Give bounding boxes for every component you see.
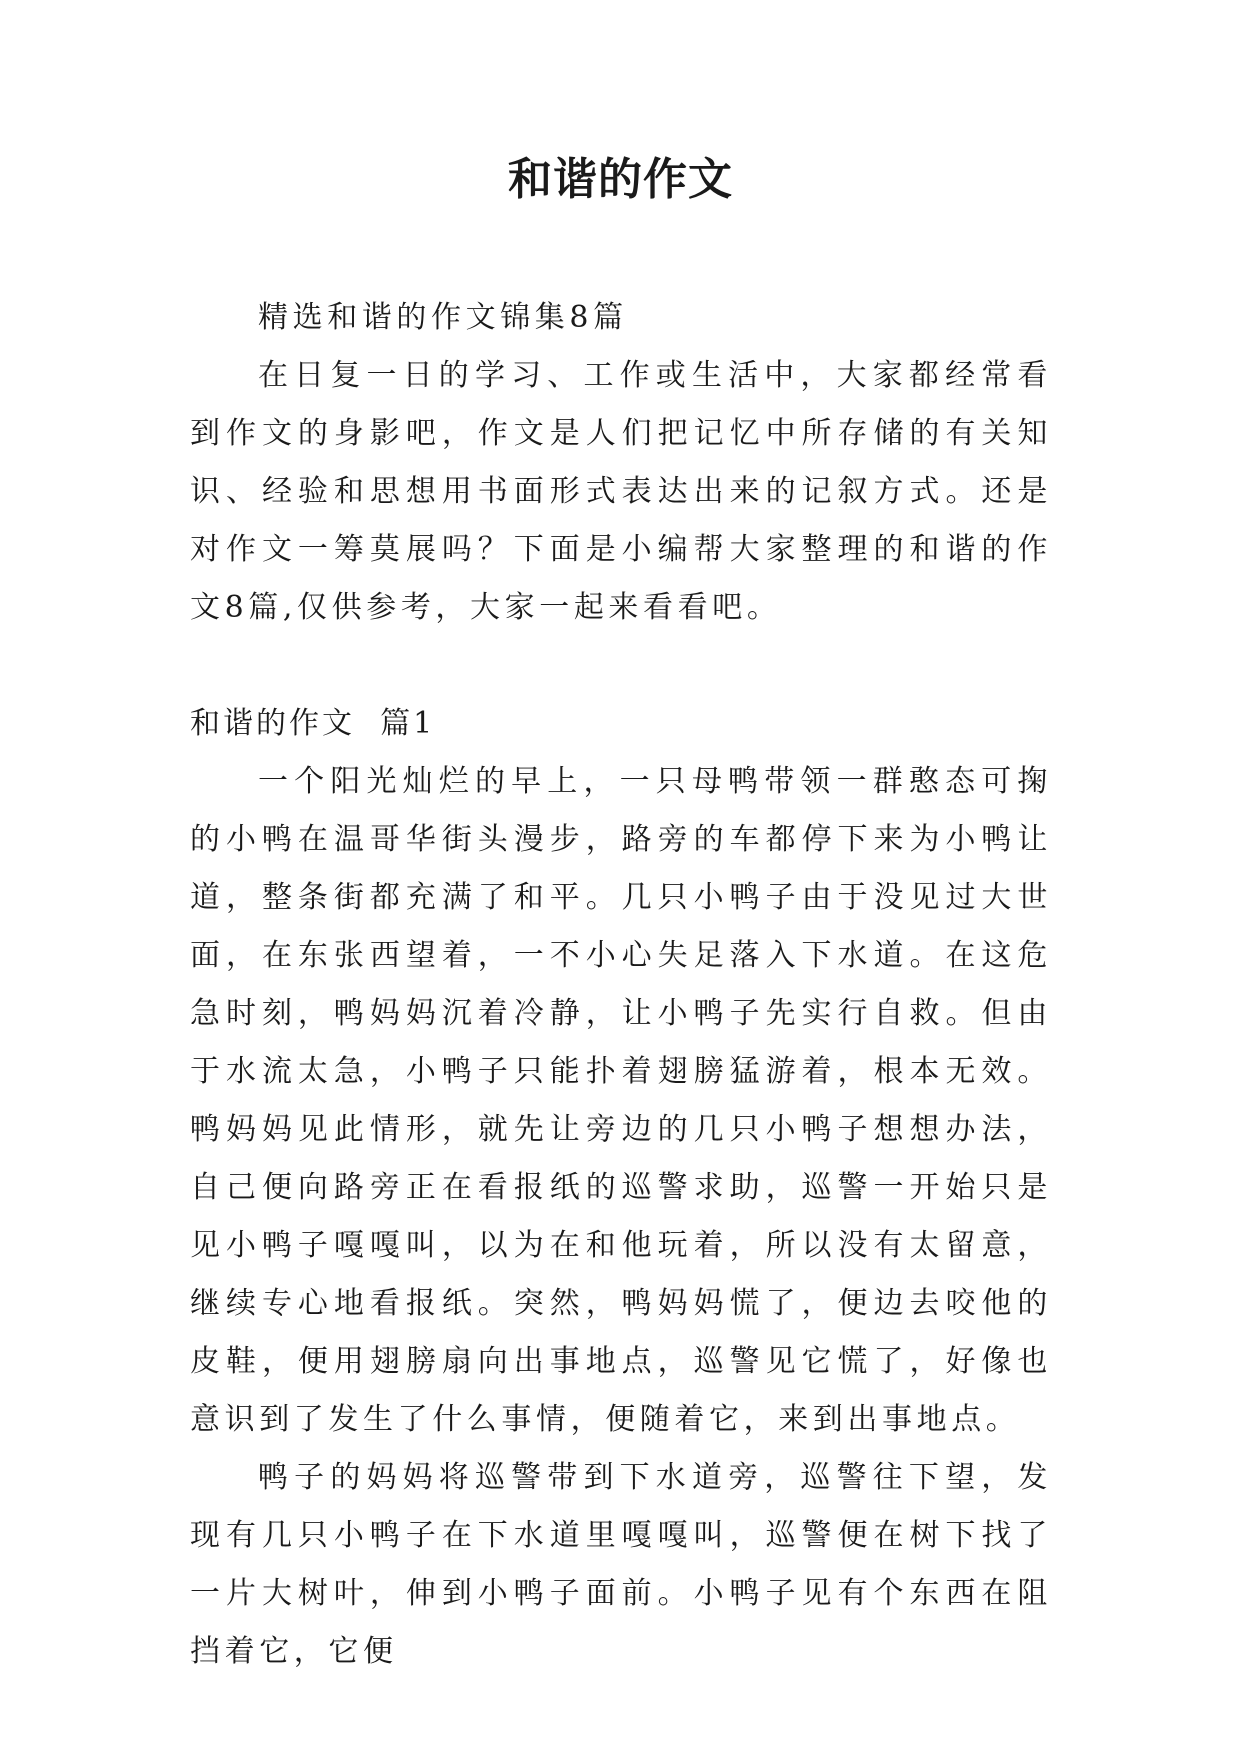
section-paragraph-2: 鸭子的妈妈将巡警带到下水道旁，巡警往下望，发现有几只小鸭子在下水道里嘎嘎叫，巡警便在树下找了一片大树叶，伸到小鸭子面前。小鸭子见有个东西在阻挡着它，它便 [190,1460,1052,1669]
section-paragraph-1: 一个阳光灿烂的早上，一只母鸭带领一群憨态可掬的小鸭在温哥华街头漫步，路旁的车都停下来为小鸭让道，整条街都充满了和平。几只小鸭子由于没见过大世面，在东张西望着，一不小心失足落入下水道。在这危急时刻，鸭妈妈沉着冷静，让小鸭子先实行自救。但由于水流太急，小鸭子只能扑着翅膀猛游着，根本无效。鸭妈妈见此情形，就先让旁边的几只小鸭子想想办法，自己便向路旁正在看报纸的巡警求助，巡警一开始只是见小鸭子嘎嘎叫，以为在和他玩着，所以没有太留意，继续专心地看报纸。突然，鸭妈妈慌了，便边去咬他的皮鞋，便用翅膀扇向出事地点，巡警见它慌了，好像也意识到了发生了什么事情，便随着它，来到出事地点。 [190,764,1052,1437]
section-spacer [190,637,1052,695]
document-title: 和谐的作文 [508,154,733,205]
document-body [190,289,1052,1681]
section-heading [190,695,1052,753]
intro-paragraph: 在日复一日的学习、工作或生活中，大家都经常看到作文的身影吧，作文是人们把记忆中所存储的有关知识、经验和思想用书面形式表达出来的记叙方式。还是对作文一筹莫展吗？下面是小编帮大家整理的和谐的作文8篇,仅供参考，大家一起来看看吧。 [190,358,1052,625]
section-heading-title: 和谐的作文 [190,706,355,741]
section-heading-number: 篇1 [380,706,436,741]
document-subtitle: 精选和谐的作文锦集8篇 [258,300,628,335]
